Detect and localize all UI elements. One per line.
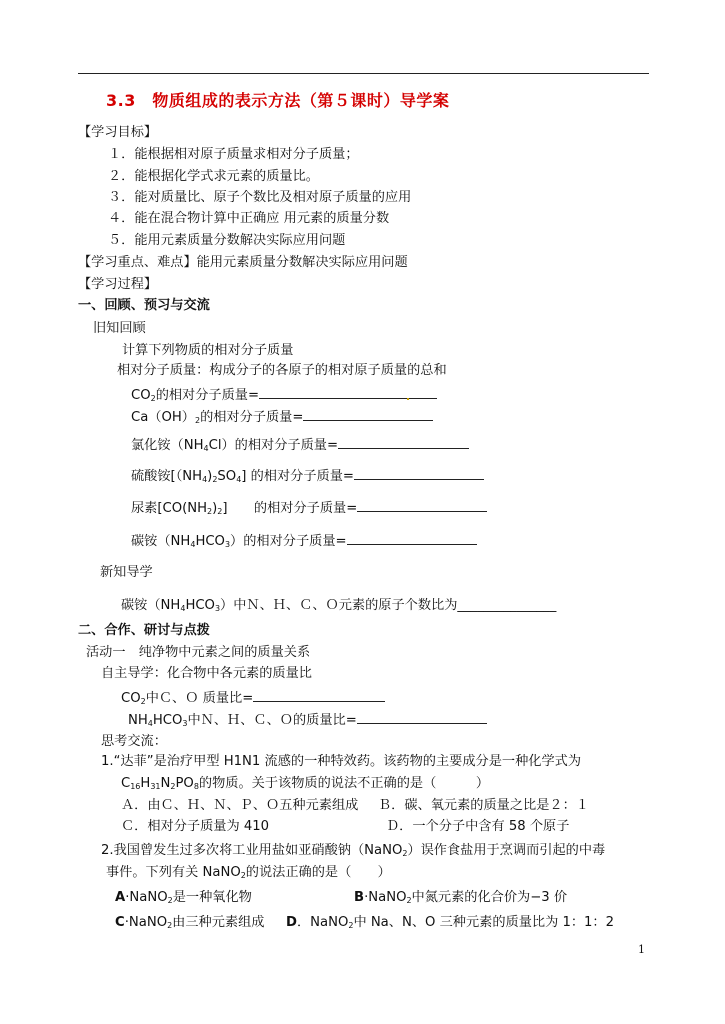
self-study-label: 自主导学：化合物中各元素的质量比	[101, 666, 312, 681]
calc-item-nh4hco3: 碳铵$(NH_4HCO_3)$的相对分子质量=	[131, 531, 477, 551]
answer-blank[interactable]	[357, 710, 487, 724]
problem2-line2: 事件。下列有关 NaNO$_2$的说法正确的是（ ）	[106, 865, 391, 880]
answer-blank[interactable]	[354, 466, 484, 480]
calc-item-co2: $CO_2$的相对分子质量=	[131, 385, 437, 405]
problem2-line1: 2.我国曾发生过多次将工业用盐如亚硝酸钠（NaNO$_2$）误作食盐用于烹调而引起的中毒	[101, 843, 606, 858]
problem2-option-b[interactable]: B·NaNO$_2$中氮元素的化合价为−3 价	[354, 890, 568, 905]
calc-item-urea: 尿素$[CO(NH_2)_2]$ 的相对分子质量=	[131, 498, 487, 518]
atom-ratio-question: 碳铵$(NH_4HCO_3)$中Ｎ、Ｈ、Ｃ、Ｏ元素的原子个数比为_______________	[121, 598, 557, 613]
mass-ratio-co2: $CO_2$中Ｃ、Ｏ 质量比=	[121, 688, 385, 708]
page-number: 1	[638, 943, 645, 956]
definition-text: 相对分子质量：构成分子的各原子的相对原子质量的总和	[117, 363, 447, 378]
answer-blank[interactable]	[347, 531, 477, 545]
answer-blank[interactable]	[253, 688, 385, 702]
goal-1: １．能根据相对原子质量求相对分子质量；	[108, 147, 359, 162]
calc-item-nh4cl: 氯化铵$(NH_4Cl)$的相对分子质量=	[131, 435, 469, 455]
answer-blank[interactable]	[357, 498, 487, 512]
problem2-option-c[interactable]: C·NaNO$_2$由三种元素组成	[115, 915, 265, 930]
process-header: 【学习过程】	[78, 277, 158, 292]
answer-blank[interactable]	[338, 435, 469, 449]
goal-2: ２．能根据化学式求元素的质量比。	[108, 169, 319, 184]
header-rule	[78, 73, 649, 74]
calc-item-nh4-2so4: 硫酸铵$[(NH_4)_2SO_4]$ 的相对分子质量=	[131, 466, 484, 486]
goal-5: ５．能用元素质量分数解决实际应用问题	[108, 233, 346, 248]
goal-4: ４．能在混合物计算中正确应 用元素的质量分数	[108, 211, 390, 226]
problem1-option-d[interactable]: Ｄ．一个分子中含有 58 个原子	[386, 819, 570, 834]
key-points: 【学习重点、难点】能用元素质量分数解决实际应用问题	[78, 255, 408, 270]
problem2-option-d[interactable]: D．NaNO$_2$中 Na、N、O 三种元素的质量比为 1：1：2	[286, 915, 614, 930]
stray-mark	[407, 398, 409, 400]
problem1-option-a[interactable]: Ａ．由Ｃ、Ｈ、Ｎ、Ｐ、Ｏ五种元素组成	[121, 798, 359, 813]
new-knowledge-label: 新知导学	[100, 565, 153, 580]
goals-header: 【学习目标】	[78, 125, 158, 140]
calc-item-caoh2: $Ca(OH)_2$的相对分子质量=	[131, 407, 433, 427]
review-label: 旧知回顾	[93, 321, 146, 336]
answer-blank[interactable]	[303, 407, 433, 421]
problem1-option-c[interactable]: Ｃ．相对分子质量为 410	[121, 819, 270, 834]
section1-heading: 一、回顾、预习与交流	[78, 298, 210, 313]
problem1-line2: $C_{16}H_{31}N_2PO_8$的物质。关于该物质的说法不正确的是（ ）	[121, 776, 490, 791]
page-title: 3.3 物质组成的表示方法（第５课时）导学案	[106, 91, 450, 110]
goal-3: ３．能对质量比、原子个数比及相对原子质量的应用	[108, 190, 412, 205]
think-label: 思考交流：	[101, 734, 167, 749]
activity-title: 活动一 纯净物中元素之间的质量关系	[86, 645, 311, 660]
problem2-option-a[interactable]: A·NaNO$_2$是一种氧化物	[115, 890, 252, 905]
problem1-option-b[interactable]: Ｂ．碳、氧元素的质量之比是２：１	[378, 798, 589, 813]
section2-heading: 二、合作、研讨与点拨	[78, 623, 210, 638]
mass-ratio-nh4hco3: $NH_4HCO_3$中Ｎ、Ｈ、Ｃ、Ｏ的质量比=	[128, 710, 487, 730]
review-task: 计算下列物质的相对分子质量	[122, 343, 294, 358]
problem1-line1: 1.“达菲”是治疗甲型 H1N1 流感的一种特效药。该药物的主要成分是一种化学式为	[101, 754, 582, 769]
answer-blank[interactable]	[259, 385, 437, 399]
